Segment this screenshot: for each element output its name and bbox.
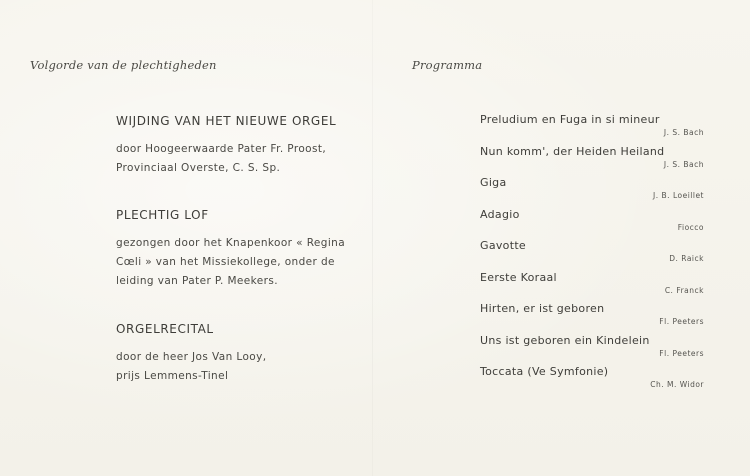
piece-title: Gavotte <box>480 239 526 252</box>
section-line: Cœli » van het Missiekollege, onder de <box>116 256 335 268</box>
program-item <box>480 175 706 207</box>
program-list <box>480 112 706 396</box>
composer-name: J. S. Bach <box>663 159 704 169</box>
program-item <box>480 207 706 239</box>
section-text <box>116 234 352 291</box>
program-item <box>480 333 706 365</box>
section-line: prijs Lemmens-Tinel <box>116 370 229 382</box>
piece-title: Adagio <box>480 207 520 221</box>
program-item <box>480 144 706 176</box>
section-line: door de heer Jos Van Looy, <box>116 351 267 363</box>
section-line: gezongen door het Knapenkoor « Regina <box>116 237 346 249</box>
section-text <box>116 140 352 178</box>
piece-title: Nun komm', der Heiden Heiland <box>480 144 665 158</box>
piece-title: Hirten, er ist geboren <box>480 302 605 315</box>
section-title: ORGELRECITAL <box>116 322 214 336</box>
piece-title: Preludium en Fuga in si mineur <box>480 113 660 126</box>
program-item <box>480 238 706 270</box>
composer-name: C. Franck <box>664 285 704 295</box>
ceremony-section <box>116 113 352 178</box>
section-line: Provinciaal Overste, C. S. Sp. <box>116 162 281 174</box>
program-item <box>480 112 706 144</box>
program-item <box>480 301 706 333</box>
ceremony-section <box>116 321 352 386</box>
program-item <box>480 270 706 302</box>
piece-title: Giga <box>480 176 507 189</box>
piece-title: Eerste Koraal <box>480 270 557 284</box>
ceremony-section <box>116 207 352 291</box>
composer-name: D. Raick <box>669 254 704 263</box>
section-line: door Hoogeerwaarde Pater Fr. Proost, <box>116 143 327 155</box>
center-fold <box>372 0 373 476</box>
composer-name: J. S. Bach <box>663 128 704 137</box>
program-heading: Programma <box>412 58 483 72</box>
section-line: leiding van Pater P. Meekers. <box>116 275 278 287</box>
order-of-ceremonies-heading: Volgorde van de plechtigheden <box>30 58 217 72</box>
composer-name: Fl. Peeters <box>659 317 704 326</box>
composer-name: Fl. Peeters <box>659 348 704 358</box>
section-title: WIJDING VAN HET NIEUWE ORGEL <box>116 114 337 128</box>
section-text <box>116 348 352 386</box>
composer-name: Ch. M. Widor <box>650 380 704 389</box>
program-item <box>480 364 706 396</box>
composer-name: Fiocco <box>677 222 704 232</box>
composer-name: J. B. Loeillet <box>653 191 704 200</box>
section-title: PLECHTIG LOF <box>116 208 209 222</box>
piece-title: Uns ist geboren ein Kindelein <box>480 333 650 347</box>
ceremonies-column <box>116 113 352 386</box>
piece-title: Toccata (Ve Symfonie) <box>480 365 609 378</box>
